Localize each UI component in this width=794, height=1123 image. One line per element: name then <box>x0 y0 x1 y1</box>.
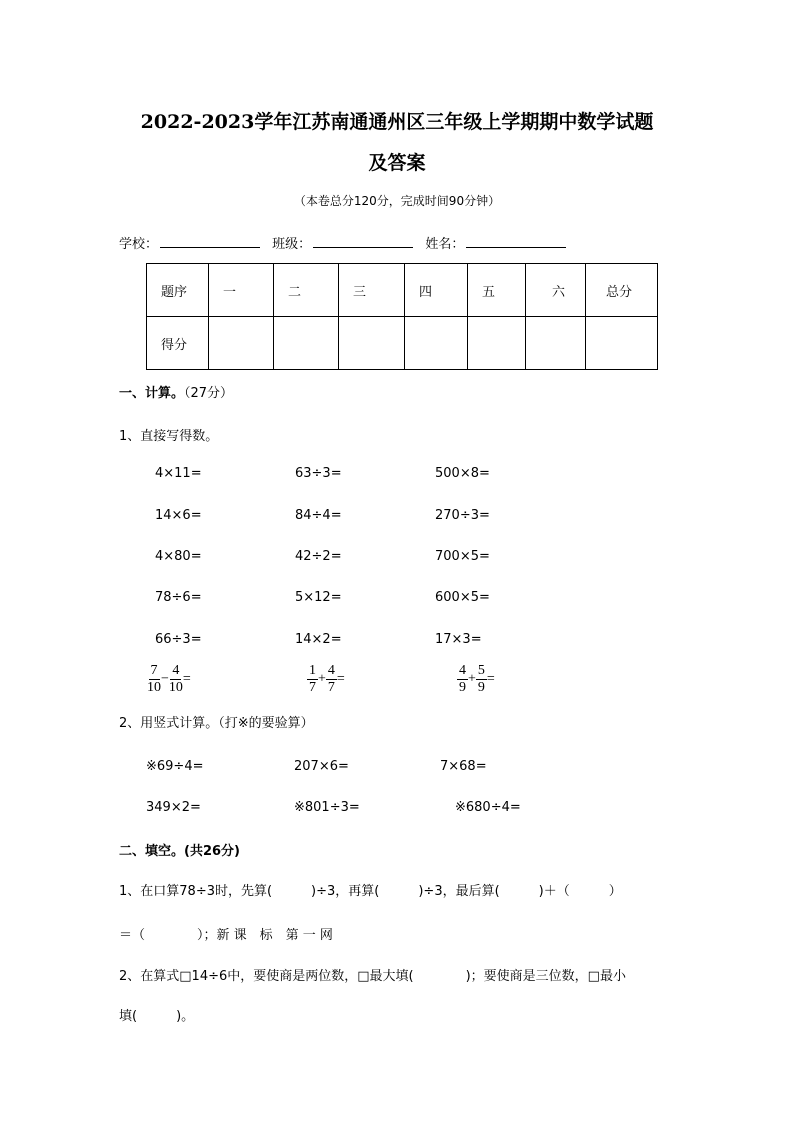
header-cell: 六 <box>526 264 586 317</box>
header-cell: 五 <box>468 264 526 317</box>
header-cell: 总分 <box>586 264 658 317</box>
oral-calc-item: 5×12= <box>295 590 342 605</box>
fraction <box>457 663 468 696</box>
fraction-item <box>457 663 495 696</box>
oral-calc-item: 4×11= <box>155 466 202 481</box>
fraction <box>169 663 183 696</box>
score-cell[interactable] <box>586 317 658 370</box>
header-cell: 四 <box>405 264 468 317</box>
fraction <box>307 663 318 696</box>
denominator: 10 <box>168 680 183 695</box>
vertical-calc-item: 349×2= <box>146 800 201 815</box>
oral-calc-item: 700×5= <box>435 549 490 564</box>
denominator: 9 <box>459 680 466 695</box>
school-field[interactable] <box>160 235 260 248</box>
equals: = <box>486 671 495 687</box>
score-cell[interactable] <box>209 317 274 370</box>
oral-calc-item: 63÷3= <box>295 466 342 481</box>
fill-q1-line1: 1、在口算78÷3时，先算( )÷3，再算( )÷3，最后算( )＋（ ） <box>119 884 622 899</box>
name-field[interactable] <box>466 235 566 248</box>
score-cell[interactable] <box>274 317 339 370</box>
row-label: 得分 <box>147 317 209 370</box>
oral-calc-item: 17×3= <box>435 632 482 647</box>
denominator: 7 <box>327 680 335 695</box>
header-cell: 三 <box>339 264 405 317</box>
score-cell[interactable] <box>468 317 526 370</box>
header-cell: 一 <box>209 264 274 317</box>
fraction <box>476 663 487 696</box>
name-label: 姓名： <box>425 237 465 252</box>
vertical-calc-item: ※680÷4= <box>455 800 521 815</box>
oral-calc-item: 14×6= <box>155 508 202 523</box>
score-cell[interactable] <box>526 317 586 370</box>
numerator: 5 <box>477 663 485 678</box>
oral-calc-item: 500×8= <box>435 466 490 481</box>
equals: = <box>336 671 345 687</box>
vertical-calc-item: 207×6= <box>294 759 349 774</box>
heading-text: 一、计算。 <box>119 386 185 401</box>
oral-calc-item: 84÷4= <box>295 508 342 523</box>
info-line <box>119 233 574 252</box>
class-field[interactable] <box>313 235 413 248</box>
header-cell: 二 <box>274 264 339 317</box>
numerator: 1 <box>309 663 316 678</box>
fraction <box>326 663 337 696</box>
oral-calc-item: 270÷3= <box>435 508 490 523</box>
denominator: 7 <box>309 680 316 695</box>
fraction <box>147 663 161 696</box>
oral-calc-item: 42÷2= <box>295 549 342 564</box>
score-cell[interactable] <box>339 317 405 370</box>
oral-calc-item: 66÷3= <box>155 632 202 647</box>
oral-calc-item: 78÷6= <box>155 590 202 605</box>
oral-calc-item: 600×5= <box>435 590 490 605</box>
score-cell[interactable] <box>405 317 468 370</box>
subtitle: （本卷总分120分，完成时间90分钟） <box>293 194 501 208</box>
numerator: 4 <box>172 663 180 678</box>
vertical-calc-item: 7×68= <box>440 759 487 774</box>
equals: = <box>182 671 191 687</box>
points: （27分） <box>184 386 234 401</box>
section2-heading: 二、填空。(共26分) <box>119 844 240 859</box>
denominator: 9 <box>477 680 485 695</box>
fraction-item <box>307 663 345 696</box>
vertical-calc-item: ※801÷3= <box>294 800 360 815</box>
header-cell: 题序 <box>147 264 209 317</box>
oral-calc-item: 14×2= <box>295 632 342 647</box>
title-line1: 2022-2023学年江苏南通通州区三年级上学期期中数学试题 <box>140 111 654 133</box>
fill-q2-line1: 2、在算式□14÷6中，要使商是两位数，□最大填( )；要使商是三位数，□最小 <box>119 969 626 984</box>
fraction-item <box>147 663 191 696</box>
fill-q1-line2: ＝（ ）；新 课 标 第 一 网 <box>119 928 333 943</box>
score-table <box>146 263 658 370</box>
school-label: 学校： <box>119 237 159 252</box>
denominator: 10 <box>147 680 161 695</box>
question-1: 1、直接写得数。 <box>119 429 219 444</box>
section1-heading <box>119 382 233 401</box>
title-line2: 及答案 <box>368 152 426 174</box>
question-2: 2、用竖式计算。（打※的要验算） <box>119 716 314 731</box>
numerator: 4 <box>327 663 335 678</box>
fill-q2-line2: 填( )。 <box>119 1009 195 1024</box>
numerator: 4 <box>459 663 466 678</box>
vertical-calc-item: ※69÷4= <box>146 759 204 774</box>
oral-calc-item: 4×80= <box>155 549 202 564</box>
operator: + <box>318 671 326 687</box>
operator: + <box>468 671 476 687</box>
numerator: 7 <box>150 663 158 678</box>
class-label: 班级： <box>272 237 312 252</box>
operator: − <box>161 671 169 687</box>
